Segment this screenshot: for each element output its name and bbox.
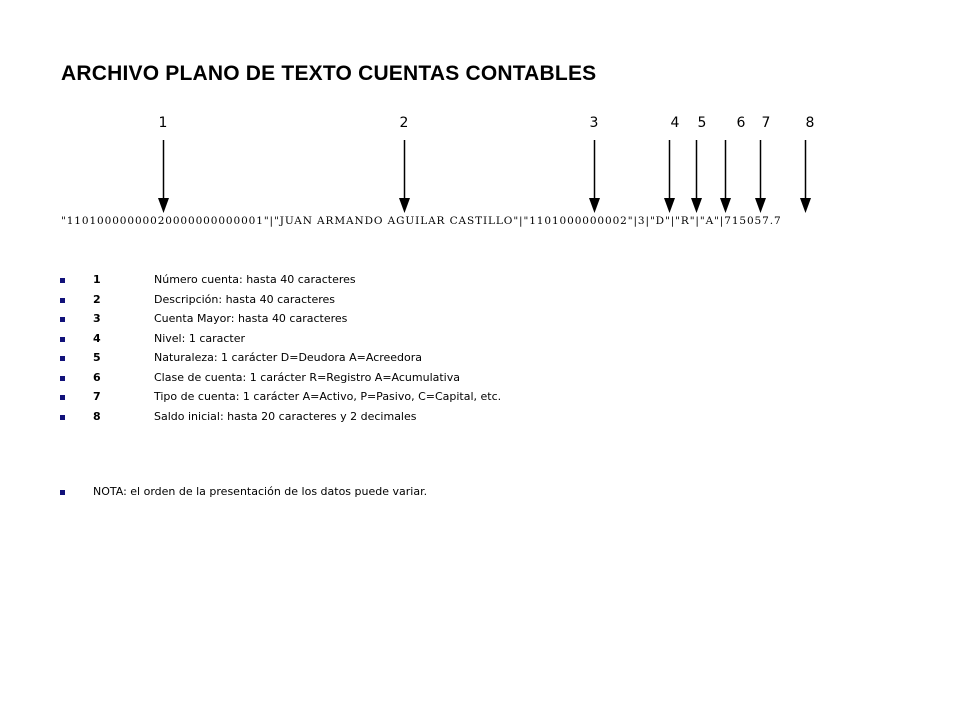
column-number-7: 7 xyxy=(761,115,771,131)
column-number-8: 8 xyxy=(805,115,815,131)
square-bullet-icon xyxy=(60,356,65,361)
field-description: Nivel: 1 caracter xyxy=(154,331,246,345)
field-description: Tipo de cuenta: 1 carácter A=Activo, P=Pasivo, C=Capital, etc. xyxy=(154,390,502,403)
arrow-down-icon-1 xyxy=(158,140,169,214)
column-number-3: 3 xyxy=(589,115,599,131)
field-key: 6 xyxy=(93,370,101,384)
column-number-1: 1 xyxy=(158,115,168,131)
field-description: Cuenta Mayor: hasta 40 caracteres xyxy=(154,312,348,325)
column-number-5: 5 xyxy=(697,115,707,131)
arrow-down-icon-6 xyxy=(720,140,731,214)
note-text: NOTA: el orden de la presentación de los datos puede variar. xyxy=(93,485,428,498)
field-key: 5 xyxy=(93,351,101,364)
square-bullet-icon xyxy=(60,337,65,342)
arrow-down-icon-2 xyxy=(399,140,410,214)
column-number-4: 4 xyxy=(670,115,680,131)
record-line: "11010000000020000000000001"|"JUAN ARMANDO AGUILAR CASTILLO"|"1101000000002"|3|"D"|"R"|"A"|715057.7 xyxy=(61,215,782,227)
page-title: ARCHIVO PLANO DE TEXTO CUENTAS CONTABLES xyxy=(61,62,597,85)
field-key: 8 xyxy=(93,409,101,423)
field-key: 4 xyxy=(93,331,101,345)
column-number-2: 2 xyxy=(399,115,409,131)
square-bullet-icon xyxy=(60,278,65,283)
field-description: Clase de cuenta: 1 carácter R=Registro A=Acumulativa xyxy=(154,370,460,384)
field-description: Número cuenta: hasta 40 caracteres xyxy=(154,273,356,286)
arrow-down-icon-4 xyxy=(664,140,675,214)
field-description: Descripción: hasta 40 caracteres xyxy=(154,292,336,306)
square-bullet-icon xyxy=(60,415,65,420)
arrow-down-icon-5 xyxy=(691,140,702,214)
field-key: 3 xyxy=(93,312,101,325)
field-description: Naturaleza: 1 carácter D=Deudora A=Acreedora xyxy=(154,351,423,364)
square-bullet-icon xyxy=(60,376,65,381)
square-bullet-icon xyxy=(60,317,65,322)
square-bullet-icon xyxy=(60,490,65,495)
field-key: 2 xyxy=(93,292,101,306)
arrow-down-icon-7 xyxy=(755,140,766,214)
square-bullet-icon xyxy=(60,395,65,400)
square-bullet-icon xyxy=(60,298,65,303)
field-description: Saldo inicial: hasta 20 caracteres y 2 decimales xyxy=(154,409,417,423)
field-key: 1 xyxy=(93,273,101,286)
arrow-down-icon-3 xyxy=(589,140,600,214)
column-number-6: 6 xyxy=(736,115,746,131)
arrow-down-icon-8 xyxy=(800,140,811,214)
field-key: 7 xyxy=(93,390,101,403)
